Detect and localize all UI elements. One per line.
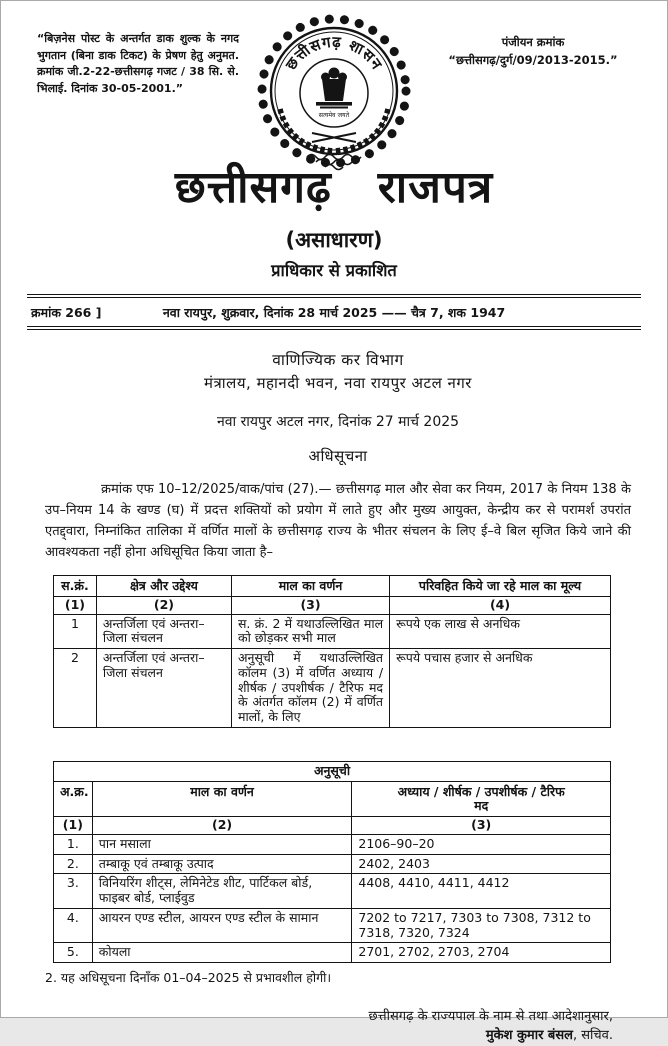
- gazette-title-word1: छत्तीसगढ़: [174, 162, 332, 213]
- table-cell: पान मसाला: [92, 834, 352, 854]
- signatory-designation: , सचिव.: [572, 1028, 613, 1044]
- table-cell: कोयला: [92, 943, 352, 963]
- state-emblem-icon: [254, 9, 414, 177]
- signatory-line: [45, 1027, 613, 1046]
- column-number: (2): [92, 817, 352, 835]
- table-cell: 7202 to 7217, 7303 to 7308, 7312 to 7318, 7320, 7324: [352, 908, 611, 943]
- bottom-double-rule: [27, 326, 641, 330]
- table-cell: अन्तर्जिला एवं अन्तरा–जिला संचलन: [96, 649, 231, 728]
- table-cell: 3.: [54, 874, 93, 909]
- table-cell: अनुसूची में यथाउल्लिखित कॉलम (3) में वर्णित अध्याय / शीर्षक / उपशीर्षक / टैरिफ मद के अंतर्गत कॉलम (2) में वर्णित मालों, के लिए: [231, 649, 389, 728]
- goods-table-header: क्षेत्र और उद्देश्य: [96, 576, 231, 597]
- effective-date-footnote: 2. यह अधिसूचना दिनाँक 01–04–2025 से प्रभावशील होगी।: [45, 970, 332, 986]
- authority-line: प्राधिकार से प्रकाशित: [271, 261, 397, 281]
- chhattisgarh-state-emblem: [254, 9, 414, 181]
- schedule-table: [53, 761, 611, 963]
- ashoka-capital-icon: [316, 68, 352, 109]
- schedule-header: माल का वर्णन: [92, 781, 352, 817]
- goods-table-header: माल का वर्णन: [231, 576, 389, 597]
- table-cell: 2106–90–20: [352, 834, 611, 854]
- column-number: (3): [231, 596, 389, 614]
- emblem-motto-text: सत्यमेव जयते: [318, 112, 350, 119]
- column-number: (2): [96, 596, 231, 614]
- table-cell: 2701, 2702, 2703, 2704: [352, 943, 611, 963]
- goods-table: [53, 575, 611, 728]
- table-cell: 1.: [54, 834, 93, 854]
- goods-table-header: परिवहित किये जा रहे माल का मूल्य: [390, 576, 611, 597]
- table-cell: 2.: [54, 854, 93, 874]
- notification-document: [45, 348, 631, 1046]
- column-number: (4): [390, 596, 611, 614]
- issue-number: क्रमांक 266 ]: [31, 305, 102, 320]
- column-number: (3): [352, 817, 611, 835]
- masthead: [1, 164, 667, 281]
- schedule-row: [54, 854, 611, 874]
- schedule-colnum-row: [54, 817, 611, 835]
- dateline: नवा रायपुर अटल नगर, दिनांक 27 मार्च 2025: [216, 414, 460, 430]
- column-number: (1): [54, 596, 97, 614]
- gazette-title: [1, 164, 667, 212]
- issue-row: [27, 298, 641, 326]
- table-cell: अन्तर्जिला एवं अन्तरा–जिला संचलन: [96, 614, 231, 649]
- emblem-arc-text: छत्तीसगढ़ शासन: [281, 32, 387, 74]
- postal-permission-note: “बिज़नेस पोस्ट के अन्तर्गत डाक शुल्क के नगद भुगतान (बिना डाक टिकट) के प्रेषण हेतु अनुमत. क्रमांक जी.2-22-छत्तीसगढ़ गजट / 38 सि. से. भिलाई. दिनांक 30-05-2001.”: [37, 32, 239, 95]
- by-order-line: छत्तीसगढ़ के राज्यपाल के नाम से तथा आदेशानुसार,: [368, 1009, 613, 1025]
- department-name: वाणिज्यिक कर विभाग: [272, 351, 404, 369]
- table-cell: 4408, 4410, 4411, 4412: [352, 874, 611, 909]
- table-cell: विनियरिंग शीट्स, लेमिनेटेड शीट, पार्टिकल बोर्ड, फाइबर बोर्ड, प्लाईवुड: [92, 874, 352, 909]
- issue-bar: [27, 294, 641, 330]
- office-address: मंत्रालय, महानदी भवन, नवा रायपुर अटल नगर: [204, 374, 472, 392]
- schedule-row: [54, 834, 611, 854]
- gazette-title-word2: राजपत्र: [377, 162, 494, 213]
- registration-label: पंजीयन क्रमांक: [501, 35, 565, 49]
- signatory-name: मुकेश कुमार बंसल: [485, 1028, 573, 1044]
- notification-heading: अधिसूचना: [308, 447, 368, 465]
- column-number: (1): [54, 817, 93, 835]
- schedule-row: [54, 943, 611, 963]
- notification-body: क्रमांक एफ 10–12/2025/वाक/पांच (27).— छत्तीसगढ़ माल और सेवा कर नियम, 2017 के नियम 138 के उप–नियम 14 के खण्ड (घ) में प्रदत्त शक्तियों को प्रयोग में लाते हुए और मुख्य आयुक्त, केन्द्रीय कर से परामर्श उपरांत एतद्द्वारा, निम्नांकित तालिका में वर्णित मालों के छत्तीसगढ़ राज्य के भीतर संचलन के लिए ई–वे बिल सृजित किये जाने की आवश्यकता नहीं होना अधिसूचित किया जाता है–: [45, 482, 631, 561]
- goods-table-row: [54, 649, 611, 728]
- registration-block: [425, 33, 641, 70]
- schedule-row: [54, 908, 611, 943]
- table-cell: स. क्रं. 2 में यथाउल्लिखित माल को छोड़कर सभी माल: [231, 614, 389, 649]
- table-cell: 1: [54, 614, 97, 649]
- table-cell: रूपये एक लाख से अनधिक: [390, 614, 611, 649]
- table-cell: 5.: [54, 943, 93, 963]
- schedule-header-row: [54, 781, 611, 817]
- table-cell: तम्बाकू एवं तम्बाकू उत्पाद: [92, 854, 352, 874]
- table-cell: आयरन एण्ड स्टील, आयरन एण्ड स्टील के सामान: [92, 908, 352, 943]
- goods-table-colnum-row: [54, 596, 611, 614]
- schedule-header-text: अध्याय / शीर्षक / उपशीर्षक / टैरिफ मद: [397, 783, 565, 814]
- edition-line: (असाधारण): [285, 228, 383, 253]
- table-cell: रूपये पचास हजार से अनधिक: [390, 649, 611, 728]
- issue-place-date: नवा रायपुर, शुक्रवार, दिनांक 28 मार्च 2025 —— चैत्र 7, शक 1947: [162, 305, 506, 320]
- schedule-caption: अनुसूची: [54, 761, 611, 781]
- signature-block: [45, 1008, 631, 1046]
- schedule-row: [54, 874, 611, 909]
- goods-table-row: [54, 614, 611, 649]
- schedule-header: [352, 781, 611, 817]
- table-cell: 2: [54, 649, 97, 728]
- registration-number: “छत्तीसगढ़/दुर्ग/09/2013-2015.”: [448, 53, 618, 68]
- schedule-header: अ.क्र.: [54, 781, 93, 817]
- table-cell: 2402, 2403: [352, 854, 611, 874]
- schedule-caption-row: [54, 761, 611, 781]
- table-cell: 4.: [54, 908, 93, 943]
- goods-table-header: स.क्रं.: [54, 576, 97, 597]
- goods-table-header-row: [54, 576, 611, 597]
